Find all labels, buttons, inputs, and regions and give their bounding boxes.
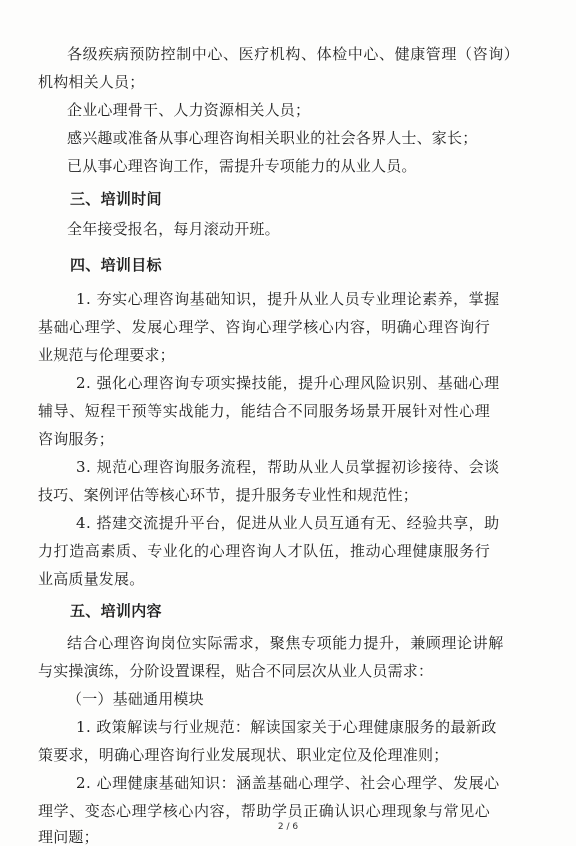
body-line: 技巧、案例评估等核心环节，提升服务专业性和规范性； (38, 486, 419, 504)
body-line: 各级疾病预防控制中心、医疗机构、体检中心、健康管理（咨询） (67, 45, 520, 63)
body-line: 基础心理学、发展心理学、咨询心理学核心内容，明确心理咨询行 (38, 318, 491, 336)
body-line: 1. 政策解读与行业规范：解读国家关于心理健康服务的最新政 (76, 718, 497, 736)
body-line: 已从事心理咨询工作，需提升专项能力的从业人员。 (67, 157, 417, 175)
section-heading-training-goals: 四、培训目标 (70, 256, 162, 274)
body-line: 辅导、短程干预等实战能力，能结合不同服务场景开展针对性心理 (38, 402, 491, 420)
body-line: 结合心理咨询岗位实际需求，聚焦专项能力提升，兼顾理论讲解 (67, 634, 504, 652)
body-line: 理问题； (38, 828, 99, 846)
body-line: 3. 规范心理咨询服务流程，帮助从业人员掌握初诊接待、会谈 (76, 458, 500, 476)
body-line: 2. 强化心理咨询专项实操技能，提升心理风险识别、基础心理 (76, 374, 500, 392)
section-heading-training-time: 三、培训时间 (70, 190, 162, 208)
body-line: 2. 心理健康基础知识：涵盖基础心理学、社会心理学、发展心 (76, 774, 500, 792)
body-line: 业高质量发展。 (38, 570, 145, 588)
body-line: 企业心理骨干、人力资源相关人员； (67, 101, 311, 119)
body-line: 1. 夯实心理咨询基础知识，提升从业人员专业理论素养，掌握 (76, 290, 500, 308)
body-line: 咨询服务； (38, 430, 115, 448)
body-line: 理学、变态心理学核心内容，帮助学员正确认识心理现象与常见心 (38, 802, 491, 820)
body-line: 策要求，明确心理咨询行业发展现状、职业定位及伦理准则； (38, 746, 449, 764)
body-line: 全年接受报名，每月滚动开班。 (67, 220, 280, 238)
body-line: 业规范与伦理要求； (38, 346, 175, 364)
body-line: 4. 搭建交流提升平台，促进从业人员互通有无、经验共享，助 (76, 514, 500, 532)
body-line: 与实操演练，分阶设置课程，贴合不同层次从业人员需求： (38, 662, 434, 680)
page-number: 2 / 6 (277, 822, 299, 832)
body-line: 力打造高素质、专业化的心理咨询人才队伍，推动心理健康服务行 (38, 542, 491, 560)
subsection-heading: （一）基础通用模块 (67, 690, 204, 708)
body-line: 机构相关人员； (38, 73, 145, 91)
body-line: 感兴趣或准备从事心理咨询相关职业的社会各界人士、家长； (67, 129, 478, 147)
section-heading-training-content: 五、培训内容 (70, 602, 162, 620)
